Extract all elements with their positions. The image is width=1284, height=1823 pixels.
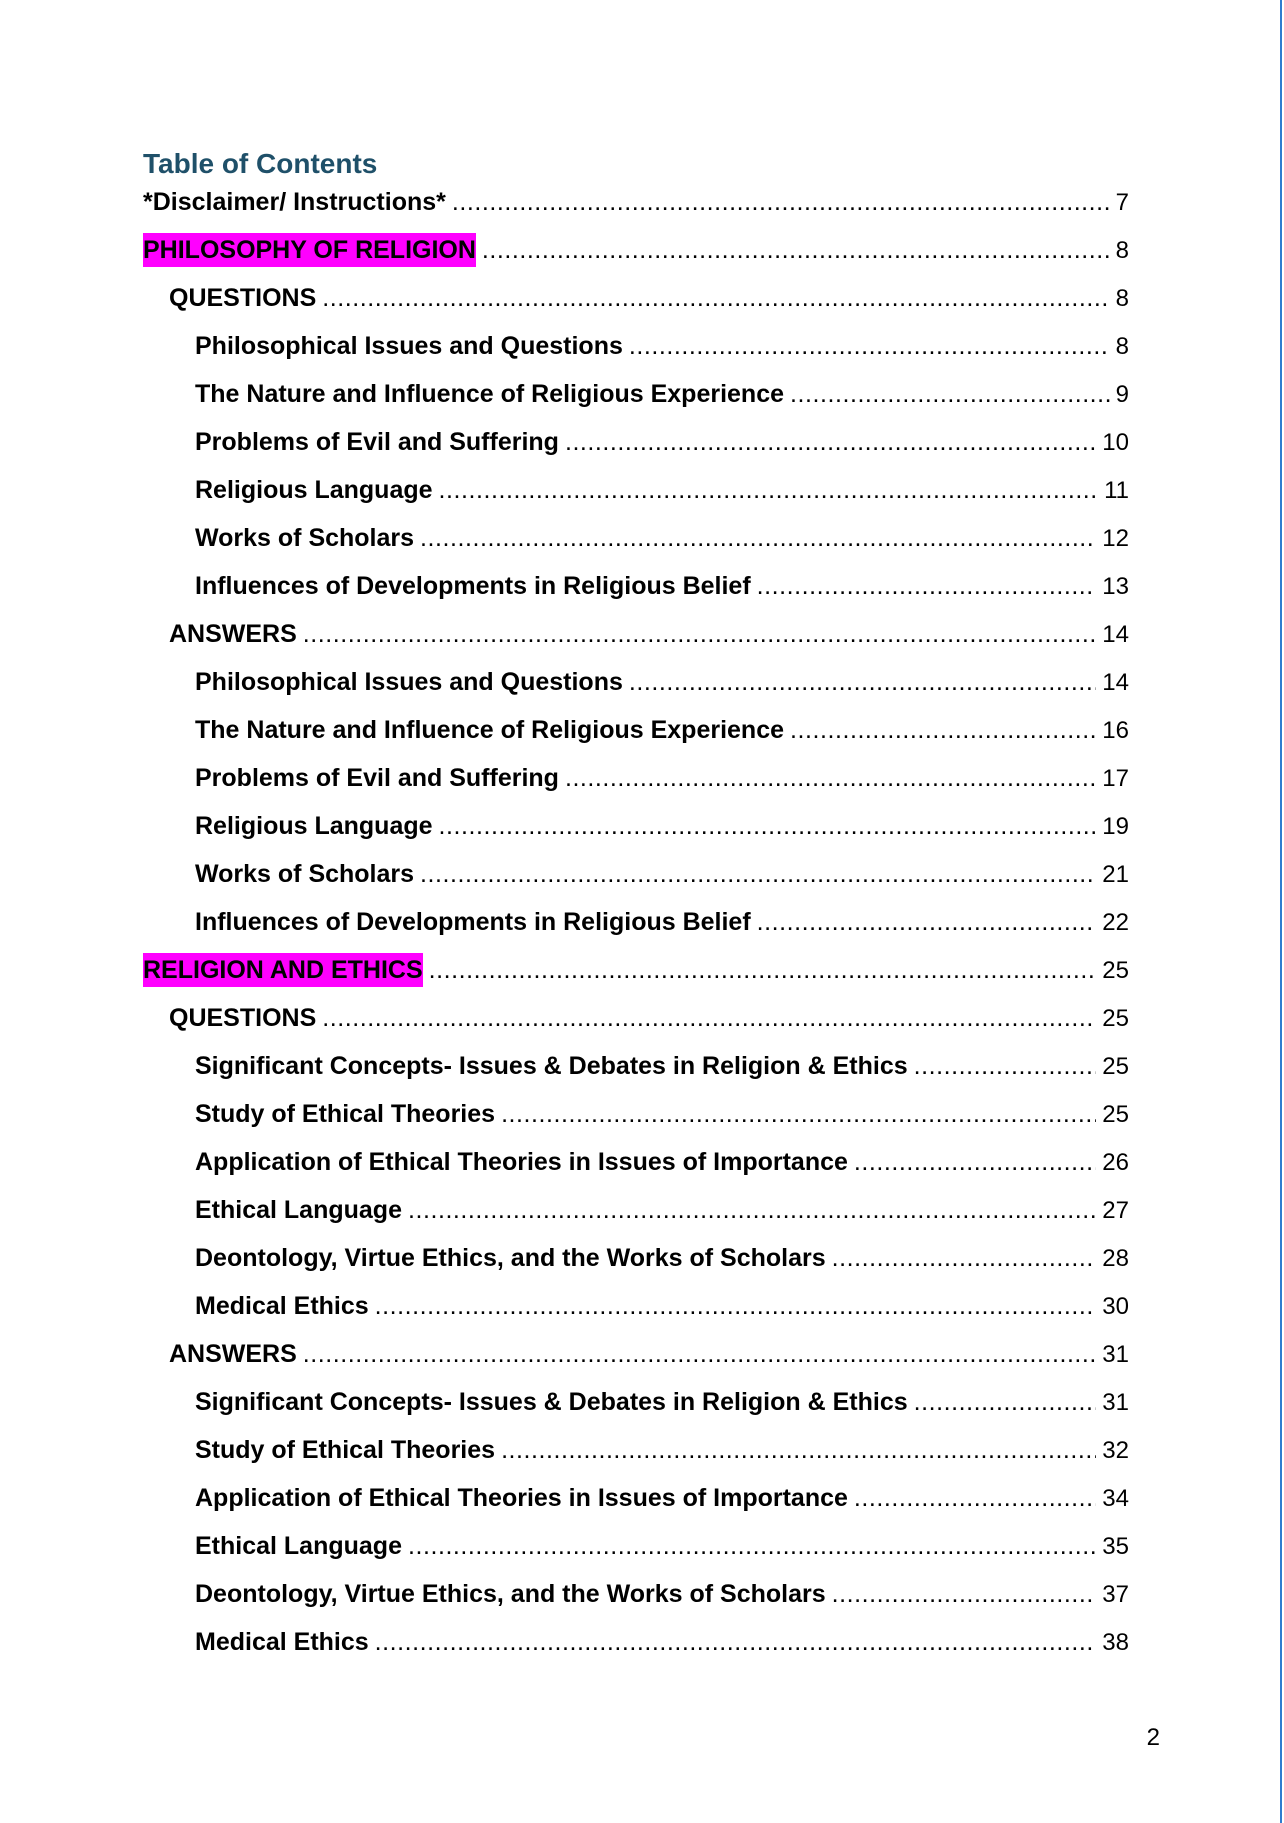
toc-entry-page: 25	[1102, 1005, 1129, 1032]
toc-leader-dots	[757, 569, 1097, 603]
toc-entry-label: Application of Ethical Theories in Issues of Importance	[195, 1148, 848, 1176]
toc-entry-label: Works of Scholars	[195, 860, 415, 888]
toc-entry[interactable]	[195, 377, 1129, 411]
toc-entry[interactable]	[195, 1625, 1129, 1659]
toc-entry-label: Problems of Evil and Suffering	[195, 428, 559, 456]
toc-entry-page: 13	[1102, 573, 1129, 600]
toc-leader-dots	[303, 1337, 1097, 1371]
toc-entry[interactable]	[195, 1289, 1129, 1323]
toc-leader-dots	[914, 1385, 1097, 1419]
toc-leader-dots	[408, 1529, 1096, 1563]
toc-entry[interactable]	[195, 713, 1129, 747]
toc-entry[interactable]	[195, 1433, 1129, 1467]
toc-entry-page: 31	[1102, 1341, 1129, 1368]
toc-entry-label: Study of Ethical Theories	[195, 1436, 496, 1464]
toc-entry[interactable]	[195, 1241, 1129, 1275]
toc-entry[interactable]	[195, 1097, 1129, 1131]
toc-entry-page: 11	[1104, 477, 1129, 504]
toc-leader-dots	[790, 377, 1110, 411]
toc-entry-page: 19	[1102, 813, 1129, 840]
toc-entry-label: Significant Concepts- Issues & Debates in Religion & Ethics	[195, 1388, 908, 1416]
toc-entry-label: The Nature and Influence of Religious Experience	[195, 716, 785, 744]
toc-entry-label: *Disclaimer/ Instructions*	[143, 188, 446, 216]
toc-entry-page: 16	[1102, 717, 1129, 744]
toc-entry-label: Works of Scholars	[195, 524, 415, 552]
toc-leader-dots	[854, 1145, 1096, 1179]
toc-entry[interactable]	[195, 1577, 1129, 1611]
toc-entry[interactable]	[195, 1193, 1129, 1227]
toc-leader-dots	[452, 185, 1110, 219]
toc-entry-label: Influences of Developments in Religious Belief	[195, 908, 751, 936]
toc-entry-page: 9	[1115, 381, 1129, 408]
toc-entry-label: Medical Ethics	[195, 1292, 369, 1320]
toc-entry-label: Study of Ethical Theories	[195, 1100, 496, 1128]
toc-leader-dots	[322, 1001, 1096, 1035]
toc-entry[interactable]	[195, 425, 1129, 459]
toc-entry-page: 14	[1102, 669, 1129, 696]
toc-entry[interactable]	[195, 1529, 1129, 1563]
toc-leader-dots	[408, 1193, 1096, 1227]
toc-entry-questions[interactable]	[169, 1001, 1129, 1035]
toc-entry-label: ANSWERS	[169, 1340, 297, 1368]
toc-entry-label: Deontology, Virtue Ethics, and the Works of Scholars	[195, 1580, 826, 1608]
toc-leader-dots	[303, 617, 1097, 651]
toc-entry-page: 31	[1102, 1389, 1129, 1416]
toc-leader-dots	[439, 473, 1099, 507]
toc-entry[interactable]	[195, 521, 1129, 555]
toc-entry-page: 25	[1102, 957, 1129, 984]
toc-entry-page: 21	[1102, 861, 1129, 888]
toc-entry[interactable]	[195, 857, 1129, 891]
toc-entry-disclaimer[interactable]	[143, 185, 1129, 219]
toc-entry[interactable]	[195, 1481, 1129, 1515]
toc-entry-page: 25	[1102, 1053, 1129, 1080]
toc-entry-label: Religious Language	[195, 476, 433, 504]
toc-entry-page: 8	[1115, 333, 1129, 360]
toc-entry-page: 17	[1102, 765, 1129, 792]
toc-entry-page: 28	[1102, 1245, 1129, 1272]
toc-leader-dots	[420, 857, 1096, 891]
toc-entry-label: Significant Concepts- Issues & Debates in Religion & Ethics	[195, 1052, 908, 1080]
toc-entry-label: Philosophical Issues and Questions	[195, 332, 623, 360]
toc-entry-label: The Nature and Influence of Religious Experience	[195, 380, 785, 408]
toc-leader-dots	[854, 1481, 1096, 1515]
toc-entry-page: 12	[1102, 525, 1129, 552]
toc-title: Table of Contents	[143, 148, 378, 179]
toc-entry-page: 35	[1102, 1533, 1129, 1560]
toc-entry-label: QUESTIONS	[169, 1004, 317, 1032]
toc-entry[interactable]	[195, 1145, 1129, 1179]
toc-entry-answers[interactable]	[169, 1337, 1129, 1371]
toc-entry-page: 37	[1102, 1581, 1129, 1608]
toc-entry-page: 22	[1102, 909, 1129, 936]
toc-leader-dots	[322, 281, 1109, 315]
toc-entry[interactable]	[195, 905, 1129, 939]
toc-entry-page: 7	[1115, 189, 1129, 216]
toc-entry-label: Problems of Evil and Suffering	[195, 764, 559, 792]
toc-entry-page: 10	[1102, 429, 1129, 456]
toc-entry-label: Application of Ethical Theories in Issues of Importance	[195, 1484, 848, 1512]
toc-entry[interactable]	[195, 1385, 1129, 1419]
toc-entry-page: 34	[1102, 1485, 1129, 1512]
toc-leader-dots	[790, 713, 1096, 747]
toc-entry-page: 25	[1102, 1101, 1129, 1128]
toc-entry-page: 26	[1102, 1149, 1129, 1176]
toc-leader-dots	[501, 1097, 1096, 1131]
toc-entry-label: RELIGION AND ETHICS	[143, 953, 423, 987]
toc-leader-dots	[629, 329, 1110, 363]
toc-entry-questions[interactable]	[169, 281, 1129, 315]
toc-leader-dots	[501, 1433, 1096, 1467]
toc-leader-dots	[832, 1577, 1097, 1611]
toc-entry-label: Religious Language	[195, 812, 433, 840]
toc-entry-philosophy-of-religion[interactable]	[143, 233, 1129, 267]
toc-entry[interactable]	[195, 569, 1129, 603]
toc-leader-dots	[565, 761, 1096, 795]
toc-entry-label: Ethical Language	[195, 1196, 402, 1224]
toc-leader-dots	[482, 233, 1110, 267]
toc-entry[interactable]	[195, 1049, 1129, 1083]
toc-entry[interactable]	[195, 473, 1129, 507]
toc-entry-page: 8	[1115, 237, 1129, 264]
toc-entry-label: Influences of Developments in Religious Belief	[195, 572, 751, 600]
toc-entry-label: Ethical Language	[195, 1532, 402, 1560]
toc-leader-dots	[832, 1241, 1097, 1275]
toc-entry-page: 27	[1102, 1197, 1129, 1224]
toc-entry-religion-and-ethics[interactable]	[143, 953, 1129, 987]
toc-leader-dots	[429, 953, 1097, 987]
toc-entry[interactable]	[195, 761, 1129, 795]
toc-entry[interactable]	[195, 665, 1129, 699]
toc-leader-dots	[375, 1289, 1097, 1323]
toc-entry-label: Deontology, Virtue Ethics, and the Works of Scholars	[195, 1244, 826, 1272]
toc-entry-page: 30	[1102, 1293, 1129, 1320]
toc-entry-label: ANSWERS	[169, 620, 297, 648]
toc-entry-answers[interactable]	[169, 617, 1129, 651]
toc-leader-dots	[914, 1049, 1097, 1083]
toc-entry-page: 14	[1102, 621, 1129, 648]
page-number: 2	[1146, 1724, 1160, 1751]
toc-entry[interactable]	[195, 809, 1129, 843]
toc-entry-label: QUESTIONS	[169, 284, 317, 312]
toc-leader-dots	[420, 521, 1096, 555]
page-edge-divider	[1280, 0, 1282, 1823]
toc-entry-label: Medical Ethics	[195, 1628, 369, 1656]
toc-entry-page: 38	[1102, 1629, 1129, 1656]
toc-entry-label: PHILOSOPHY OF RELIGION	[143, 233, 476, 267]
toc-leader-dots	[565, 425, 1096, 459]
toc-leader-dots	[375, 1625, 1097, 1659]
toc-entry-label: Philosophical Issues and Questions	[195, 668, 623, 696]
toc-entry[interactable]	[195, 329, 1129, 363]
toc-leader-dots	[439, 809, 1097, 843]
toc-leader-dots	[757, 905, 1097, 939]
toc-leader-dots	[629, 665, 1096, 699]
toc-entry-page: 8	[1115, 285, 1129, 312]
toc-entry-page: 32	[1102, 1437, 1129, 1464]
